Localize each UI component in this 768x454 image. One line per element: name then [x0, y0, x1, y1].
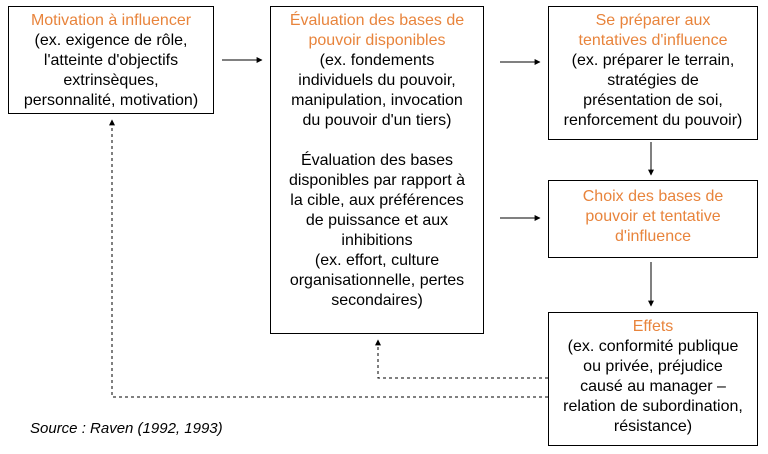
box-choix-title: pouvoir et tentative: [585, 208, 721, 225]
box-evaluation-line-2: Évaluation des bases: [300, 152, 454, 169]
box-motivation-line: personnalité, motivation): [23, 92, 199, 109]
box-preparation-line: (ex. préparer le terrain,: [571, 52, 735, 69]
box-evaluation-line-2: la cible, aux préférences: [290, 192, 464, 209]
box-evaluation-title: Évaluation des bases de: [289, 12, 465, 29]
box-effets: [548, 312, 758, 446]
box-choix-title: Choix des bases de: [582, 188, 724, 205]
box-evaluation-line-2: de puissance et aux: [305, 212, 449, 229]
box-preparation-line: renforcement du pouvoir): [563, 112, 743, 129]
box-evaluation-line-2: (ex. effort, culture: [314, 252, 440, 269]
box-evaluation-line-2: disponibles par rapport à: [288, 172, 466, 189]
box-evaluation: [270, 6, 484, 334]
box-preparation-line: stratégies de: [607, 72, 699, 89]
source-caption: Source : Raven (1992, 1993): [30, 420, 223, 437]
box-effets-line: relation de subordination,: [563, 398, 743, 415]
box-choix: [548, 180, 758, 258]
feedback-effets-to-evaluation: [378, 340, 548, 378]
box-effets-line: ou privée, préjudice: [583, 358, 723, 375]
box-preparation-line: présentation de soi,: [583, 92, 723, 109]
box-preparation-title: Se préparer aux: [595, 12, 711, 29]
box-evaluation-line: (ex. fondements: [319, 52, 435, 69]
box-evaluation-line-2: inhibitions: [341, 232, 413, 249]
box-choix-title: d'influence: [615, 228, 691, 245]
box-motivation-line: (ex. exigence de rôle,: [34, 32, 188, 49]
box-preparation-title: tentatives d'influence: [578, 32, 728, 49]
box-evaluation-title: pouvoir disponibles: [308, 32, 446, 49]
box-effets-line: causé au manager –: [580, 378, 726, 395]
box-effets-line: (ex. conformité publique: [567, 338, 739, 355]
box-motivation: [8, 6, 214, 114]
box-motivation-line: extrinsèques,: [63, 72, 159, 89]
box-effets-line: résistance): [613, 418, 693, 435]
box-evaluation-line: du pouvoir d'un tiers): [302, 112, 452, 129]
box-evaluation-line-2: secondaires): [331, 292, 423, 309]
box-evaluation-line-2: organisationnelle, pertes: [289, 272, 465, 289]
box-motivation-title: Motivation à influencer: [30, 12, 192, 29]
box-effets-title: Effets: [632, 318, 674, 335]
box-evaluation-line: individuels du pouvoir,: [298, 72, 456, 89]
box-evaluation-line: manipulation, invocation: [291, 92, 463, 109]
box-motivation-line: l'atteinte d'objectifs: [43, 52, 179, 69]
box-preparation: [548, 6, 758, 140]
